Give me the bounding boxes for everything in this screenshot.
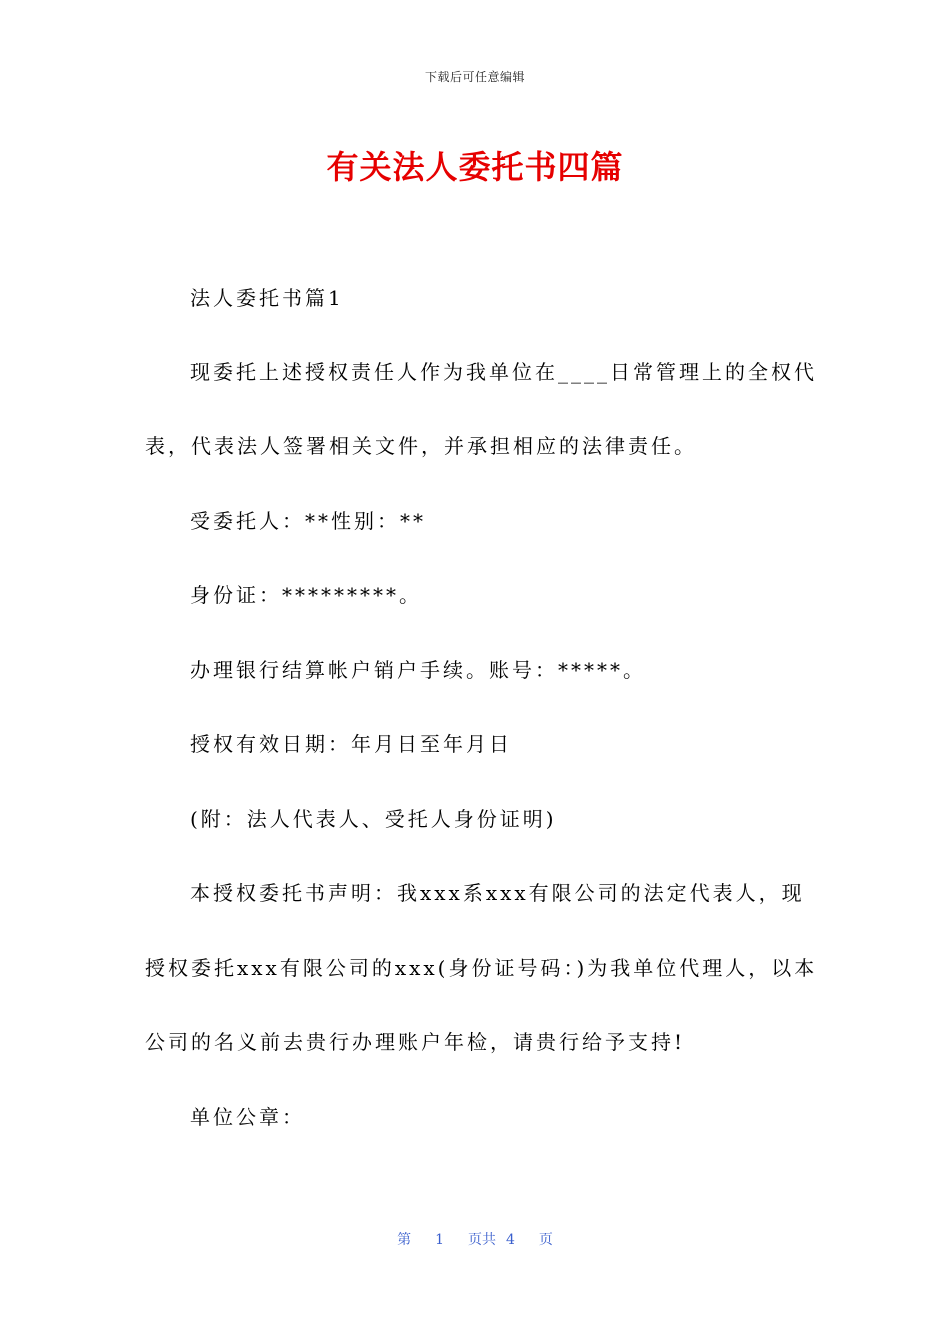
paragraph-line: 单位公章： — [190, 1105, 305, 1129]
paragraph-line: 表，代表法人签署相关文件，并承担相应的法律责任。 — [145, 434, 697, 458]
footer-suffix: 页 — [538, 1232, 553, 1248]
paragraph-line: 授权委托xxx有限公司的xxx(身份证号码：)为我单位代理人，以本 — [145, 956, 818, 980]
footer-current-page: 1 — [435, 1232, 444, 1248]
section-heading: 法人委托书篇1 — [190, 286, 344, 310]
paragraph-line: 本授权委托书声明：我xxx系xxx有限公司的法定代表人，现 — [190, 881, 805, 905]
paragraph-line: 办理银行结算帐户销户手续。账号：*****。 — [190, 658, 646, 682]
paragraph-line: 身份证：*********。 — [190, 583, 422, 607]
footer-middle: 页共 — [468, 1232, 496, 1248]
document-title: 有关法人委托书四篇 — [326, 148, 624, 186]
paragraph-line: 公司的名义前去贵行办理账户年检，请贵行给予支持! — [145, 1030, 686, 1054]
footer-total-pages: 4 — [506, 1232, 515, 1248]
footer-prefix: 第 — [397, 1232, 412, 1248]
paragraph-line: 现委托上述授权责任人作为我单位在____日常管理上的全权代 — [190, 360, 817, 384]
paragraph-line: (附：法人代表人、受托人身份证明) — [190, 807, 557, 831]
header-note: 下载后可任意编辑 — [424, 70, 525, 84]
paragraph-line: 受委托人：**性别：** — [190, 509, 426, 533]
page-footer — [0, 1229, 950, 1249]
paragraph-line: 授权有效日期：年月日至年月日 — [190, 732, 512, 756]
